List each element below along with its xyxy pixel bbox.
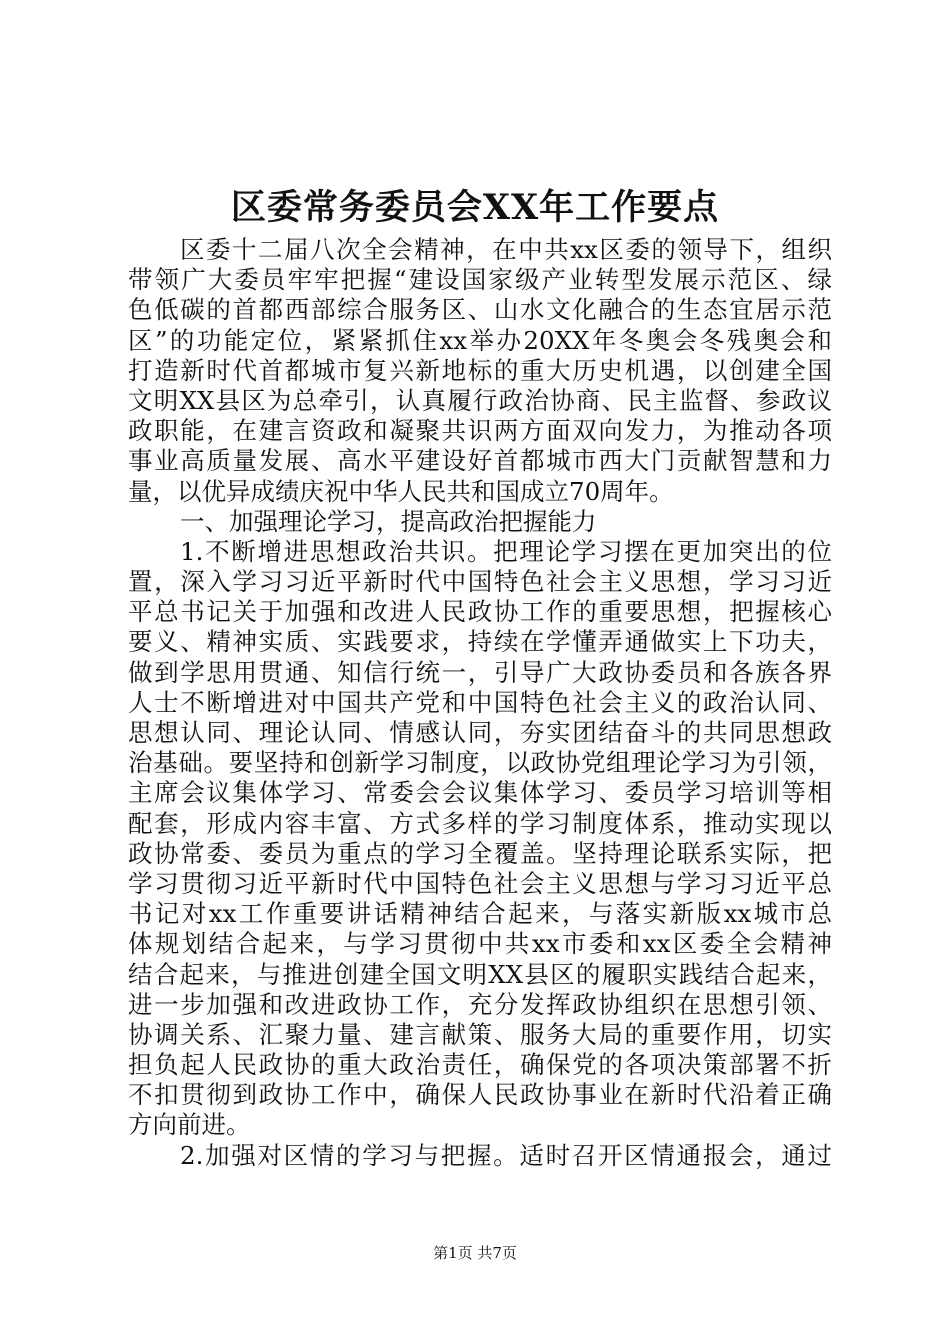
document-title: 区委常务委员会XX年工作要点 xyxy=(230,187,720,228)
text-line: 担负起人民政协的重大政治责任，确保党的各项决策部署不折 xyxy=(128,1050,832,1080)
text-line: 1.不断增进思想政治共识。把理论学习摆在更加突出的位 xyxy=(180,536,832,566)
text-line: 结合起来，与推进创建全国文明XX县区的履职实践结合起来， xyxy=(128,959,832,989)
text-line: 配套，形成内容丰富、方式多样的学习制度体系，推动实现以 xyxy=(128,808,832,838)
text-line: 协调关系、汇聚力量、建言献策、服务大局的重要作用，切实 xyxy=(128,1019,832,1049)
text-line: 置，深入学习习近平新时代中国特色社会主义思想，学习习近 xyxy=(128,567,832,597)
text-line: 2.加强对区情的学习与把握。适时召开区情通报会，通过 xyxy=(180,1140,832,1170)
text-line: 政职能，在建言资政和凝聚共识两方面双向发力，为推动各项 xyxy=(128,416,832,446)
text-line: 进一步加强和改进政协工作，充分发挥政协组织在思想引领、 xyxy=(128,989,832,1019)
text-line: 主席会议集体学习、常委会会议集体学习、委员学习培训等相 xyxy=(128,778,832,808)
document-body xyxy=(128,235,832,1171)
text-line: 色低碳的首都西部综合服务区、山水文化融合的生态宜居示范 xyxy=(128,295,832,325)
text-line: 治基础。要坚持和创新学习制度，以政协党组理论学习为引领， xyxy=(128,748,832,778)
text-line: 方向前进。 xyxy=(128,1110,251,1140)
text-line: 人士不断增进对中国共产党和中国特色社会主义的政治认同、 xyxy=(128,687,832,717)
text-line: 量，以优异成绩庆祝中华人民共和国成立70周年。 xyxy=(128,476,674,506)
text-line: 书记对xx工作重要讲话精神结合起来，与落实新版xx城市总 xyxy=(128,899,832,929)
text-line: 体规划结合起来，与学习贯彻中共xx市委和xx区委全会精神 xyxy=(128,929,832,959)
text-line: 区”的功能定位，紧紧抓住xx举办20XX年冬奥会冬残奥会和 xyxy=(128,325,832,355)
text-line: 带领广大委员牢牢把握“建设国家级产业转型发展示范区、绿 xyxy=(128,265,832,295)
text-line: 政协常委、委员为重点的学习全覆盖。坚持理论联系实际，把 xyxy=(128,838,832,868)
page-footer: 第1页 共7页 xyxy=(433,1244,517,1262)
text-line: 不扣贯彻到政协工作中，确保人民政协事业在新时代沿着正确 xyxy=(128,1080,832,1110)
text-line: 做到学思用贯通、知信行统一，引导广大政协委员和各族各界 xyxy=(128,657,832,687)
text-line: 思想认同、理论认同、情感认同，夯实团结奋斗的共同思想政 xyxy=(128,718,832,747)
text-line: 区委十二届八次全会精神，在中共xx区委的领导下，组织 xyxy=(180,235,832,264)
text-line: 平总书记关于加强和改进人民政协工作的重要思想，把握核心 xyxy=(128,597,832,627)
text-line: 事业高质量发展、高水平建设好首都城市西大门贡献智慧和力 xyxy=(128,446,832,476)
text-line: 学习贯彻习近平新时代中国特色社会主义思想与学习习近平总 xyxy=(128,868,832,898)
text-line: 打造新时代首都城市复兴新地标的重大历史机遇，以创建全国 xyxy=(128,355,832,385)
text-line: 要义、精神实质、实践要求，持续在学懂弄通做实上下功夫， xyxy=(128,627,832,657)
text-line: 一、加强理论学习，提高政治把握能力 xyxy=(180,506,597,536)
text-line: 文明XX县区为总牵引，认真履行政治协商、民主监督、参政议 xyxy=(128,385,832,415)
